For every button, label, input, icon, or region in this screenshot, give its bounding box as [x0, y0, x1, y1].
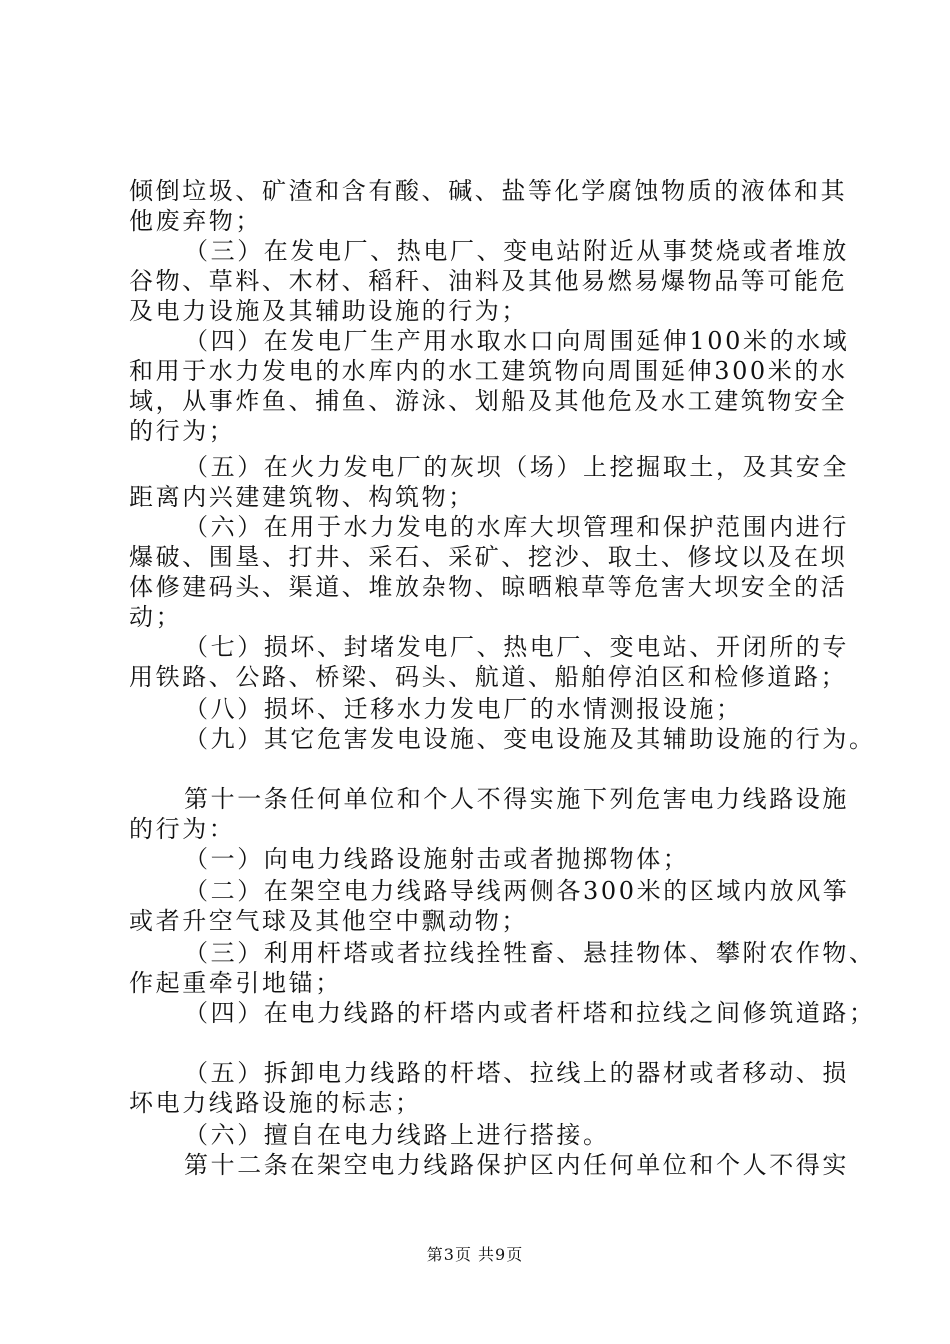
text-line: 或者升空气球及其他空中飘动物；	[129, 907, 528, 935]
text-line: 的行为；	[129, 417, 236, 445]
text-line: （二）在架空电力线路导线两侧各300米的区域内放风筝	[184, 877, 850, 905]
text-line: （四）在电力线路的杆塔内或者杆塔和拉线之间修筑道路；	[184, 999, 876, 1027]
text-line: 动；	[129, 603, 183, 631]
text-line: 他废弃物；	[129, 207, 262, 235]
text-line: （六）擅自在电力线路上进行搭接。	[184, 1121, 610, 1149]
text-line: （九）其它危害发电设施、变电设施及其辅助设施的行为。	[184, 725, 876, 753]
article-heading-line: 第十一条任何单位和个人不得实施下列危害电力线路设施	[184, 785, 849, 813]
text-line: （五）在火力发电厂的灰坝（场）上挖掘取土，及其安全	[184, 453, 849, 481]
article-heading-line: 第十二条在架空电力线路保护区内任何单位和个人不得实	[184, 1151, 849, 1179]
text-line: （三）在发电厂、热电厂、变电站附近从事焚烧或者堆放	[184, 237, 849, 265]
text-line: 坏电力线路设施的标志；	[129, 1089, 422, 1117]
text-line: 体修建码头、渠道、堆放杂物、晾晒粮草等危害大坝安全的活	[129, 573, 848, 601]
text-line: 和用于水力发电的水库内的水工建筑物向周围延伸300米的水	[129, 357, 848, 385]
text-line: （七）损坏、封堵发电厂、热电厂、变电站、开闭所的专	[184, 633, 849, 661]
text-line: 倾倒垃圾、矿渣和含有酸、碱、盐等化学腐蚀物质的液体和其	[129, 177, 848, 205]
page-number-footer: 第3页 共9页	[426, 1245, 524, 1264]
text-line: （六）在用于水力发电的水库大坝管理和保护范围内进行	[184, 513, 849, 541]
text-line: 用铁路、公路、桥梁、码头、航道、船舶停泊区和检修道路；	[129, 663, 848, 691]
text-line: （三）利用杆塔或者拉线拴牲畜、悬挂物体、攀附农作物、	[184, 939, 876, 967]
text-line: （五）拆卸电力线路的杆塔、拉线上的器材或者移动、损	[184, 1059, 849, 1087]
text-line: （四）在发电厂生产用水取水口向周围延伸100米的水域	[184, 327, 850, 355]
text-line: 作起重牵引地锚；	[129, 969, 342, 997]
text-line: 的行为：	[129, 815, 236, 843]
text-line: 距离内兴建建筑物、构筑物；	[129, 483, 475, 511]
text-line: 域，从事炸鱼、捕鱼、游泳、划船及其他危及水工建筑物安全	[129, 387, 848, 415]
text-line: 爆破、围垦、打井、采石、采矿、挖沙、取土、修坟以及在坝	[129, 543, 848, 571]
text-line: 谷物、草料、木材、稻秆、油料及其他易燃易爆物品等可能危	[129, 267, 848, 295]
text-line: 及电力设施及其辅助设施的行为；	[129, 297, 528, 325]
text-line: （一）向电力线路设施射击或者抛掷物体；	[184, 845, 690, 873]
text-line: （八）损坏、迁移水力发电厂的水情测报设施；	[184, 695, 743, 723]
